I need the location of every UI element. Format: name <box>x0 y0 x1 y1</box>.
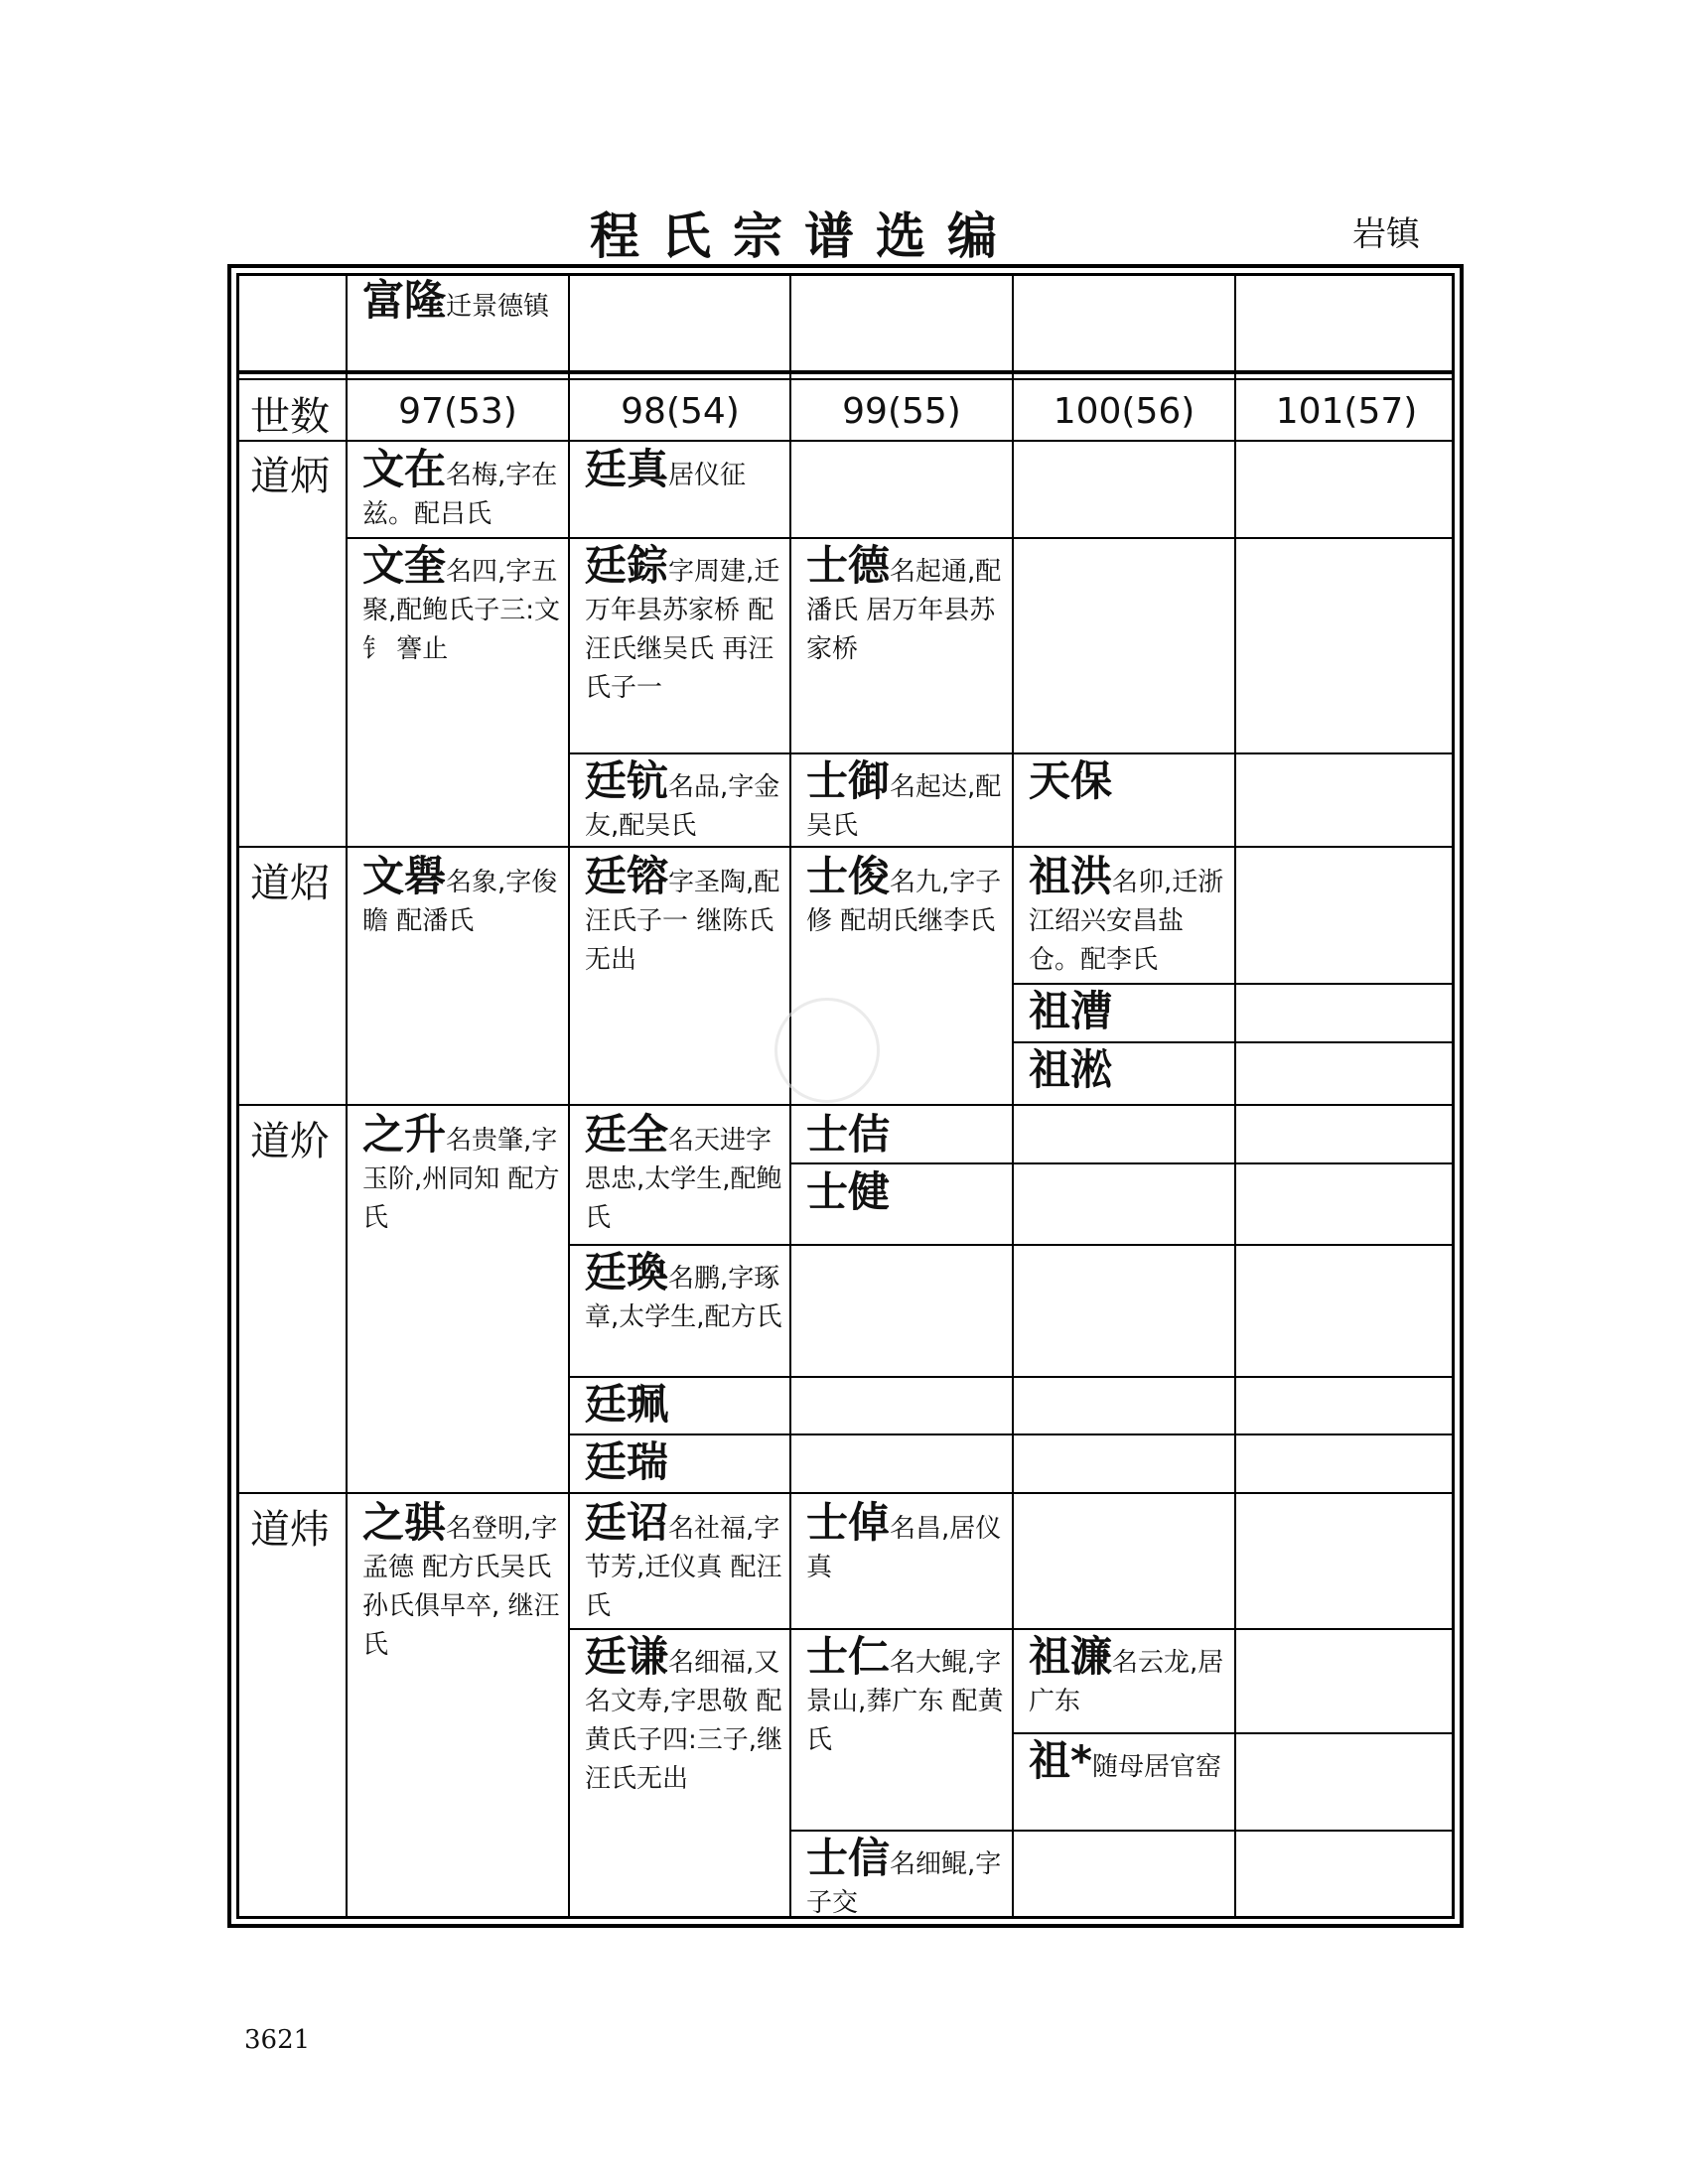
page-title: 程氏宗谱选编 <box>590 207 1019 265</box>
person-name: 廷镕 <box>585 852 669 900</box>
person-note: 名九,字子修 配胡氏继李氏 <box>806 868 1002 936</box>
entry-tingkang <box>585 756 783 846</box>
person-note: 迁景德镇 <box>446 292 550 322</box>
entry-shiyu <box>806 756 1005 846</box>
person-name: 士佶 <box>806 1110 891 1159</box>
person-name: 祖* <box>1029 1736 1092 1785</box>
entry-tingqian <box>585 1632 783 1799</box>
entry-tingquan <box>585 1110 783 1238</box>
header-divider <box>236 370 1455 374</box>
person-note: 名细鲲,字子交 <box>806 1849 1002 1918</box>
column-divider <box>789 273 791 1919</box>
generation-header: 97(53) <box>398 391 517 432</box>
column-divider <box>568 273 570 1919</box>
entry-zustar <box>1029 1736 1227 1787</box>
person-note: 名起通,配潘氏 居万年县苏家桥 <box>806 557 1002 664</box>
entry-tingpei <box>585 1380 783 1429</box>
person-name: 士仁 <box>806 1632 891 1681</box>
entry-tingrui <box>585 1437 783 1486</box>
generation-header: 101(57) <box>1275 391 1418 432</box>
person-note: 名象,字俊瞻 配潘氏 <box>362 868 558 936</box>
person-name: 廷钪 <box>585 756 669 805</box>
entry-shide <box>806 541 1005 669</box>
person-note: 名昌,居仪真 <box>806 1514 1002 1582</box>
person-name: 祖洪 <box>1029 852 1113 900</box>
row-divider <box>568 1433 1455 1435</box>
person-note: 居仪征 <box>668 461 747 490</box>
person-name: 廷全 <box>585 1110 669 1159</box>
person-note: 名登明,字孟德 配方氏吴氏孙氏俱早卒, 继汪氏 <box>362 1514 560 1660</box>
person-name: 文礜 <box>362 852 447 900</box>
person-note: 随母居官窑 <box>1091 1752 1221 1782</box>
group-divider <box>236 846 1455 848</box>
person-name: 廷真 <box>585 445 669 493</box>
entry-zuhong <box>1029 852 1227 980</box>
page-number: 3621 <box>244 2025 311 2055</box>
entry-tingrong <box>585 852 783 980</box>
generation-header: 99(55) <box>842 391 961 432</box>
watermark-seal-icon <box>774 998 880 1103</box>
person-name: 廷谦 <box>585 1632 669 1681</box>
person-name: 祖漕 <box>1029 987 1113 1035</box>
row-divider <box>568 1376 1455 1378</box>
person-name: 士德 <box>806 541 891 590</box>
person-name: 士俊 <box>806 852 891 900</box>
entry-shijun <box>806 852 1005 941</box>
person-name: 天保 <box>1029 756 1113 805</box>
person-name: 廷珮 <box>585 1380 669 1429</box>
branch-name: 道炤 <box>250 861 330 906</box>
person-note: 名大鲲,字景山,葬广东 配黄氏 <box>806 1648 1004 1755</box>
person-name: 之骐 <box>362 1498 447 1547</box>
entry-shixin <box>806 1834 1005 1923</box>
person-note: 名品,字金友,配吴氏 <box>585 772 780 841</box>
generation-header: 98(54) <box>621 391 740 432</box>
column-divider <box>1234 273 1236 1919</box>
row-divider <box>346 537 1455 539</box>
entry-wenzai <box>362 445 561 534</box>
person-note: 字圣陶,配汪氏子一 继陈氏无出 <box>585 868 780 975</box>
row-divider <box>568 752 1455 754</box>
person-note: 名天进字思忠,太学生,配鲍氏 <box>585 1126 782 1233</box>
entry-tianbao <box>1029 756 1227 805</box>
person-note: 字周建,迁万年县苏家桥 配汪氏继吴氏 再汪氏子一 <box>585 557 780 703</box>
branch-name: 道炌 <box>250 1119 330 1164</box>
row-divider <box>789 1830 1455 1832</box>
entry-zhiqi <box>362 1498 561 1665</box>
person-note: 名梅,字在兹。配吕氏 <box>362 461 558 529</box>
entry-tinghuan <box>585 1248 783 1337</box>
person-name: 廷瑍 <box>585 1248 669 1297</box>
column-divider <box>1012 273 1014 1919</box>
row-divider <box>1012 1732 1455 1734</box>
row-divider <box>568 1244 1455 1246</box>
person-note: 名鹏,字琢章,太学生,配方氏 <box>585 1264 782 1332</box>
person-name: 祖濂 <box>1029 1632 1113 1681</box>
entry-shiji <box>806 1110 1005 1159</box>
place-label: 岩镇 <box>1352 214 1420 254</box>
generation-header-label: 世数 <box>250 394 330 440</box>
group-divider <box>236 1104 1455 1106</box>
entry-wenyu <box>362 852 561 941</box>
person-name: 廷錝 <box>585 541 669 590</box>
person-name: 文在 <box>362 445 447 493</box>
person-name: 廷瑞 <box>585 1437 669 1486</box>
row-divider <box>1012 1041 1455 1043</box>
person-name: 士倬 <box>806 1498 891 1547</box>
entry-fulong <box>362 276 561 327</box>
branch-name: 道炳 <box>250 454 330 499</box>
entry-shizhuo <box>806 1498 1005 1587</box>
person-name: 士信 <box>806 1834 891 1882</box>
entry-zulian <box>1029 1632 1227 1721</box>
group-divider <box>236 1492 1455 1494</box>
person-note: 名社福,字节芳,迁仪真 配汪氏 <box>585 1514 782 1621</box>
person-name: 富隆 <box>362 276 447 325</box>
row-divider <box>789 1162 1455 1164</box>
entry-tingzhen <box>585 445 783 495</box>
person-note: 名云龙,居广东 <box>1029 1648 1224 1716</box>
person-name: 士健 <box>806 1167 891 1216</box>
entry-tingshao <box>585 1498 783 1626</box>
person-note: 名四,字五聚,配鲍氏子三:文钅 謇止 <box>362 557 561 664</box>
row-divider <box>568 1628 1455 1630</box>
person-name: 廷诏 <box>585 1498 669 1547</box>
person-name: 之升 <box>362 1110 447 1159</box>
person-note: 名贵肇,字玉阶,州同知 配方氏 <box>362 1126 560 1233</box>
entry-zucao <box>1029 987 1227 1035</box>
header-divider <box>236 378 1455 380</box>
person-note: 名卯,迁浙江绍兴安昌盐仓。配李氏 <box>1029 868 1224 975</box>
entry-zhisheng <box>362 1110 561 1238</box>
entry-wenkui <box>362 541 561 669</box>
branch-name: 道炜 <box>250 1507 330 1553</box>
person-name: 士御 <box>806 756 891 805</box>
person-note: 名起达,配吴氏 <box>806 772 1002 841</box>
person-name: 祖淞 <box>1029 1045 1113 1094</box>
person-name: 文奎 <box>362 541 447 590</box>
entry-tingjing <box>585 541 783 708</box>
row-divider <box>236 440 1455 442</box>
generation-header: 100(56) <box>1053 391 1196 432</box>
person-note: 名细福,又名文寿,字思敬 配黄氏子四:三子,继汪氏无出 <box>585 1648 783 1794</box>
entry-zusong <box>1029 1045 1227 1094</box>
entry-shiren <box>806 1632 1005 1760</box>
row-divider <box>1012 983 1455 985</box>
column-divider <box>346 273 348 1919</box>
entry-shijian <box>806 1167 1005 1216</box>
